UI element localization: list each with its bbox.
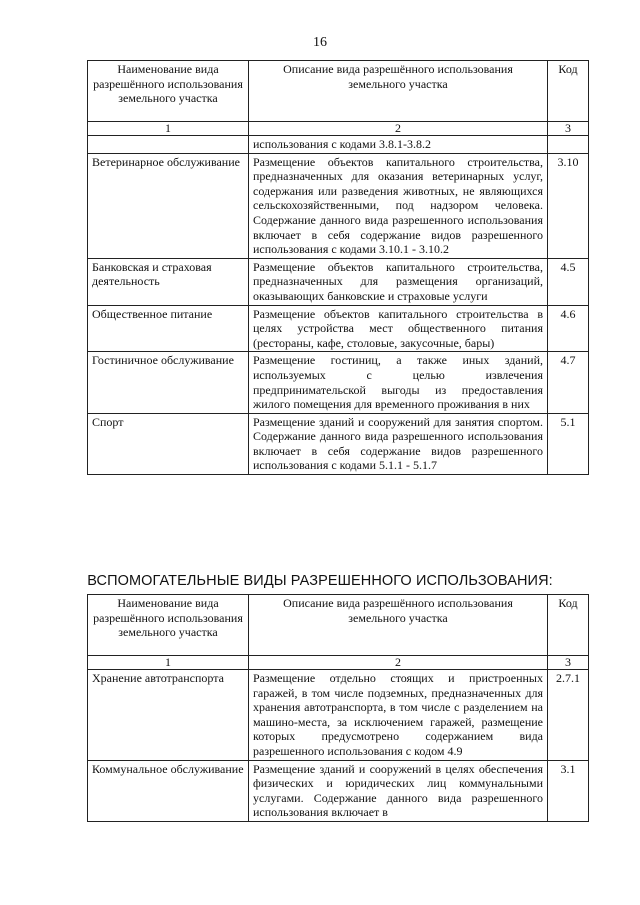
table-row: [88, 136, 589, 154]
permitted-use-table-auxiliary: [87, 594, 589, 822]
column-number: 2: [249, 656, 548, 670]
column-number: 3: [548, 122, 589, 136]
column-number: 1: [88, 656, 249, 670]
row-name: Общественное питание: [88, 305, 249, 352]
row-code: [548, 136, 589, 154]
row-name: Коммунальное обслуживание: [88, 760, 249, 821]
table-row: [88, 258, 589, 305]
row-description: Размещение объектов капитального строительства, предназначенных для оказания ветеринарных услуг, содержания или разведения животных, не являющихся сельскохозяйственными, под надзором человека. Содержание данного вида разрешенного использования включает в себя содержание видов разрешенного использования с кодами 3.10.1 - 3.10.2: [249, 153, 548, 258]
row-code: 5.1: [548, 413, 589, 474]
table-row: [88, 352, 589, 413]
header-name: Наименование вида разрешённого использования земельного участка: [88, 595, 249, 656]
row-code: 4.6: [548, 305, 589, 352]
column-number: 1: [88, 122, 249, 136]
row-name: [88, 136, 249, 154]
column-number: 2: [249, 122, 548, 136]
table-header-row: [88, 595, 589, 656]
table-row: [88, 413, 589, 474]
table-header-row: [88, 61, 589, 122]
row-description: Размещение зданий и сооружений в целях обеспечения физических и юридических лиц коммунальными услугами. Содержание данного вида разрешенного использования включает в: [249, 760, 548, 821]
row-code: 4.5: [548, 258, 589, 305]
table-row: [88, 670, 589, 761]
header-code: Код: [548, 595, 589, 656]
row-name: Спорт: [88, 413, 249, 474]
row-name: Хранение автотранспорта: [88, 670, 249, 761]
row-description: Размещение объектов капитального строительства, предназначенных для размещения организаций, оказывающих банковские и страховые услуги: [249, 258, 548, 305]
page-number: 16: [313, 35, 327, 50]
header-description: Описание вида разрешённого использования земельного участка: [249, 595, 548, 656]
header-code: Код: [548, 61, 589, 122]
permitted-use-table-main: [87, 60, 589, 475]
row-description: Размещение зданий и сооружений для занятия спортом. Содержание данного вида разрешенного использования включает в себя содержание видов разрешенного использования с кодами 5.1.1 - 5.1.7: [249, 413, 548, 474]
column-number-row: [88, 122, 589, 136]
row-name: Банковская и страховая деятельность: [88, 258, 249, 305]
column-number: 3: [548, 656, 589, 670]
row-description: Размещение отдельно стоящих и пристроенных гаражей, в том числе подземных, предназначенных для хранения автотранспорта, в том числе с разделением на машино-места, за исключением гаражей, размещение которых предусмотрено содержанием вида разрешенного использования с кодом 4.9: [249, 670, 548, 761]
header-description: Описание вида разрешённого использования земельного участка: [249, 61, 548, 122]
row-description: Размещение гостиниц, а также иных зданий, используемых с целью извлечения предпринимательской выгоды из предоставления жилого помещения для временного проживания в них: [249, 352, 548, 413]
section-title: ВСПОМОГАТЕЛЬНЫЕ ВИДЫ РАЗРЕШЕННОГО ИСПОЛЬЗОВАНИЯ:: [87, 573, 553, 589]
column-number-row: [88, 656, 589, 670]
row-description: использования с кодами 3.8.1-3.8.2: [249, 136, 548, 154]
table-row: [88, 760, 589, 821]
row-code: 3.1: [548, 760, 589, 821]
row-code: 3.10: [548, 153, 589, 258]
row-code: 2.7.1: [548, 670, 589, 761]
row-code: 4.7: [548, 352, 589, 413]
row-name: Ветеринарное обслуживание: [88, 153, 249, 258]
row-description: Размещение объектов капитального строительства в целях устройства мест общественного питания (рестораны, кафе, столовые, закусочные, бары): [249, 305, 548, 352]
table-row: [88, 305, 589, 352]
table-row: [88, 153, 589, 258]
row-name: Гостиничное обслуживание: [88, 352, 249, 413]
header-name: Наименование вида разрешённого использования земельного участка: [88, 61, 249, 122]
